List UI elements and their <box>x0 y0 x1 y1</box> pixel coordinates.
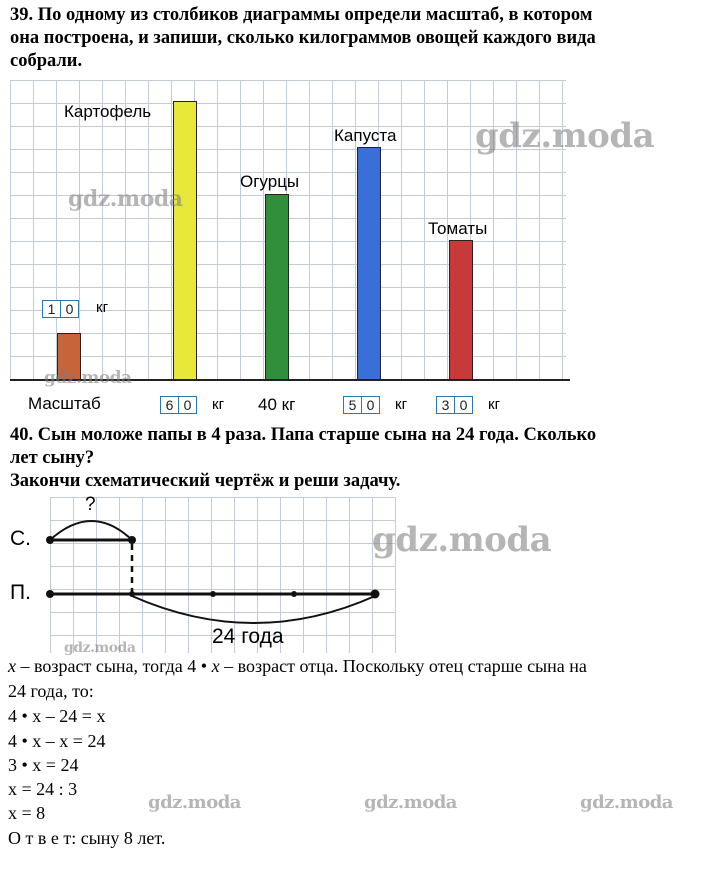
scheme-drawing <box>0 490 420 660</box>
answer-box-cabbage <box>343 396 380 414</box>
potato-digit-1: 6 <box>165 397 174 413</box>
solution-eq5: x = 8 <box>8 803 46 823</box>
cabbage-digit-1: 5 <box>348 397 357 413</box>
scheme-son-label: С. <box>10 527 31 550</box>
label-potato: Картофель <box>64 102 152 121</box>
task39-title-line3: собрали. <box>10 51 83 71</box>
solution-eq2: 4 • x – x = 24 <box>8 731 106 751</box>
cabbage-digit-2: 0 <box>361 397 379 413</box>
solution-eq4: x = 24 : 3 <box>8 779 78 799</box>
solution-eq1: 4 • x – 24 = x <box>8 706 106 726</box>
father-point-mid2 <box>210 591 216 597</box>
watermark: gdz.moda <box>44 368 132 388</box>
answer-box-potato <box>160 396 197 414</box>
unit-tomatoes: кг <box>488 396 501 413</box>
axis-label-cucumbers: 40 кг <box>258 395 296 414</box>
scale-unit: кг <box>96 299 109 316</box>
task40-title-line1: 40. Сын моложе папы в 4 раза. Папа старше сына на 24 года. Сколько <box>10 425 597 445</box>
scale-value-box <box>42 300 79 318</box>
tomatoes-digit-2: 0 <box>454 397 472 413</box>
label-cabbage: Капуста <box>334 126 397 145</box>
axis-label-scale: Масштаб <box>28 394 101 413</box>
bar-tomatoes <box>449 240 473 380</box>
chart-baseline <box>10 379 570 381</box>
father-point-mid3 <box>291 591 297 597</box>
bar-cabbage <box>357 147 381 380</box>
watermark: gdz.moda <box>475 116 655 156</box>
watermark: gdz.moda <box>372 520 552 560</box>
watermark: gdz.moda <box>580 792 673 813</box>
scheme-difference-label: 24 года <box>212 625 284 648</box>
scheme-father-label: П. <box>10 581 31 604</box>
label-tomatoes: Томаты <box>428 219 488 238</box>
son-brace <box>50 521 132 540</box>
task39-title-line2: она построена, и запиши, сколько килограммов овощей каждого вида <box>10 28 596 48</box>
scale-digit-2: 0 <box>60 301 78 317</box>
potato-digit-2: 0 <box>178 397 196 413</box>
watermark: gdz.moda <box>364 792 457 813</box>
scale-digit-1: 1 <box>47 301 56 317</box>
unit-potato: кг <box>212 396 225 413</box>
tomatoes-digit-1: 3 <box>441 397 450 413</box>
task39-title-line1: 39. По одному из столбиков диаграммы определи масштаб, в котором <box>10 5 593 25</box>
solution-line2: 24 года, то: <box>8 681 94 701</box>
task40-title-line2: лет сыну? <box>10 448 95 468</box>
solution-line1: x – возраст сына, тогда 4 • x – возраст отца. Поскольку отец старше сына на <box>8 656 587 676</box>
watermark: gdz.moda <box>148 792 241 813</box>
father-point-start <box>46 590 54 598</box>
watermark: gdz.moda <box>64 640 136 656</box>
solution-answer: О т в е т: сыну 8 лет. <box>8 828 166 848</box>
scheme-question: ? <box>85 494 96 515</box>
label-cucumbers: Огурцы <box>240 172 300 191</box>
watermark: gdz.moda <box>68 186 183 212</box>
task40-title-line3: Закончи схематический чертёж и реши задачу. <box>10 471 401 491</box>
unit-cabbage: кг <box>395 396 408 413</box>
answer-box-tomatoes <box>436 396 473 414</box>
bar-scale <box>57 333 81 380</box>
bar-cucumbers <box>265 194 289 380</box>
solution-eq3: 3 • x = 24 <box>8 755 79 775</box>
difference-brace <box>132 596 375 623</box>
bar-potato <box>173 101 197 380</box>
